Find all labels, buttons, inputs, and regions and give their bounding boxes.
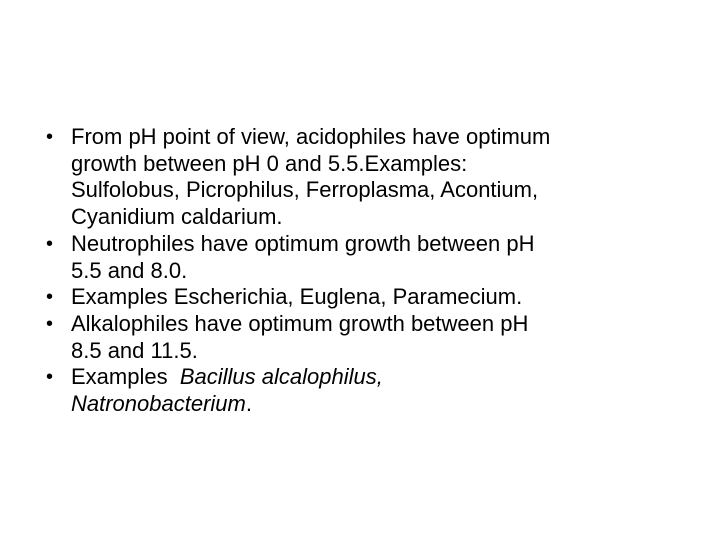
bullet-alkalophiles bbox=[46, 311, 696, 364]
trailing-period: . bbox=[245, 391, 252, 417]
bullet-marker: • bbox=[46, 286, 54, 309]
bullet-neutrophiles bbox=[46, 231, 696, 284]
bullet-marker: • bbox=[46, 366, 54, 389]
bullet-text-line: growth between pH 0 and 5.5.Examples: bbox=[71, 150, 468, 176]
bullet-alkalophile-examples bbox=[46, 364, 696, 417]
bullet-text-line: Alkalophiles have optimum growth between pH bbox=[71, 310, 529, 336]
bullet-marker: • bbox=[46, 232, 54, 255]
bullet-text-line: 8.5 and 11.5. bbox=[71, 337, 198, 363]
bullet-text-line: Cyanidium caldarium. bbox=[71, 204, 283, 230]
bullet-text-line: From pH point of view, acidophiles have optimum bbox=[71, 124, 551, 149]
bullet-text-line: Sulfolobus, Picrophilus, Ferroplasma, Acontium, bbox=[71, 177, 539, 203]
species-name-italic: Bacillus alcalophilus, bbox=[179, 364, 383, 390]
species-name-italic: Natronobacterium bbox=[71, 391, 246, 417]
bullet-neutrophile-examples bbox=[46, 284, 696, 311]
bullet-acidophiles bbox=[46, 124, 696, 231]
examples-lead-text: Examples bbox=[71, 364, 180, 390]
bullet-text-line bbox=[71, 391, 696, 418]
bullet-list bbox=[46, 124, 696, 418]
bullet-text-line: 5.5 and 8.0. bbox=[71, 257, 188, 283]
bullet-text-line: Neutrophiles have optimum growth between pH bbox=[71, 230, 535, 256]
bullet-marker: • bbox=[46, 126, 54, 148]
bullet-text-line: Examples Escherichia, Euglena, Paramecium. bbox=[71, 284, 523, 310]
bullet-marker: • bbox=[46, 312, 54, 335]
bullet-text-line bbox=[71, 364, 696, 391]
